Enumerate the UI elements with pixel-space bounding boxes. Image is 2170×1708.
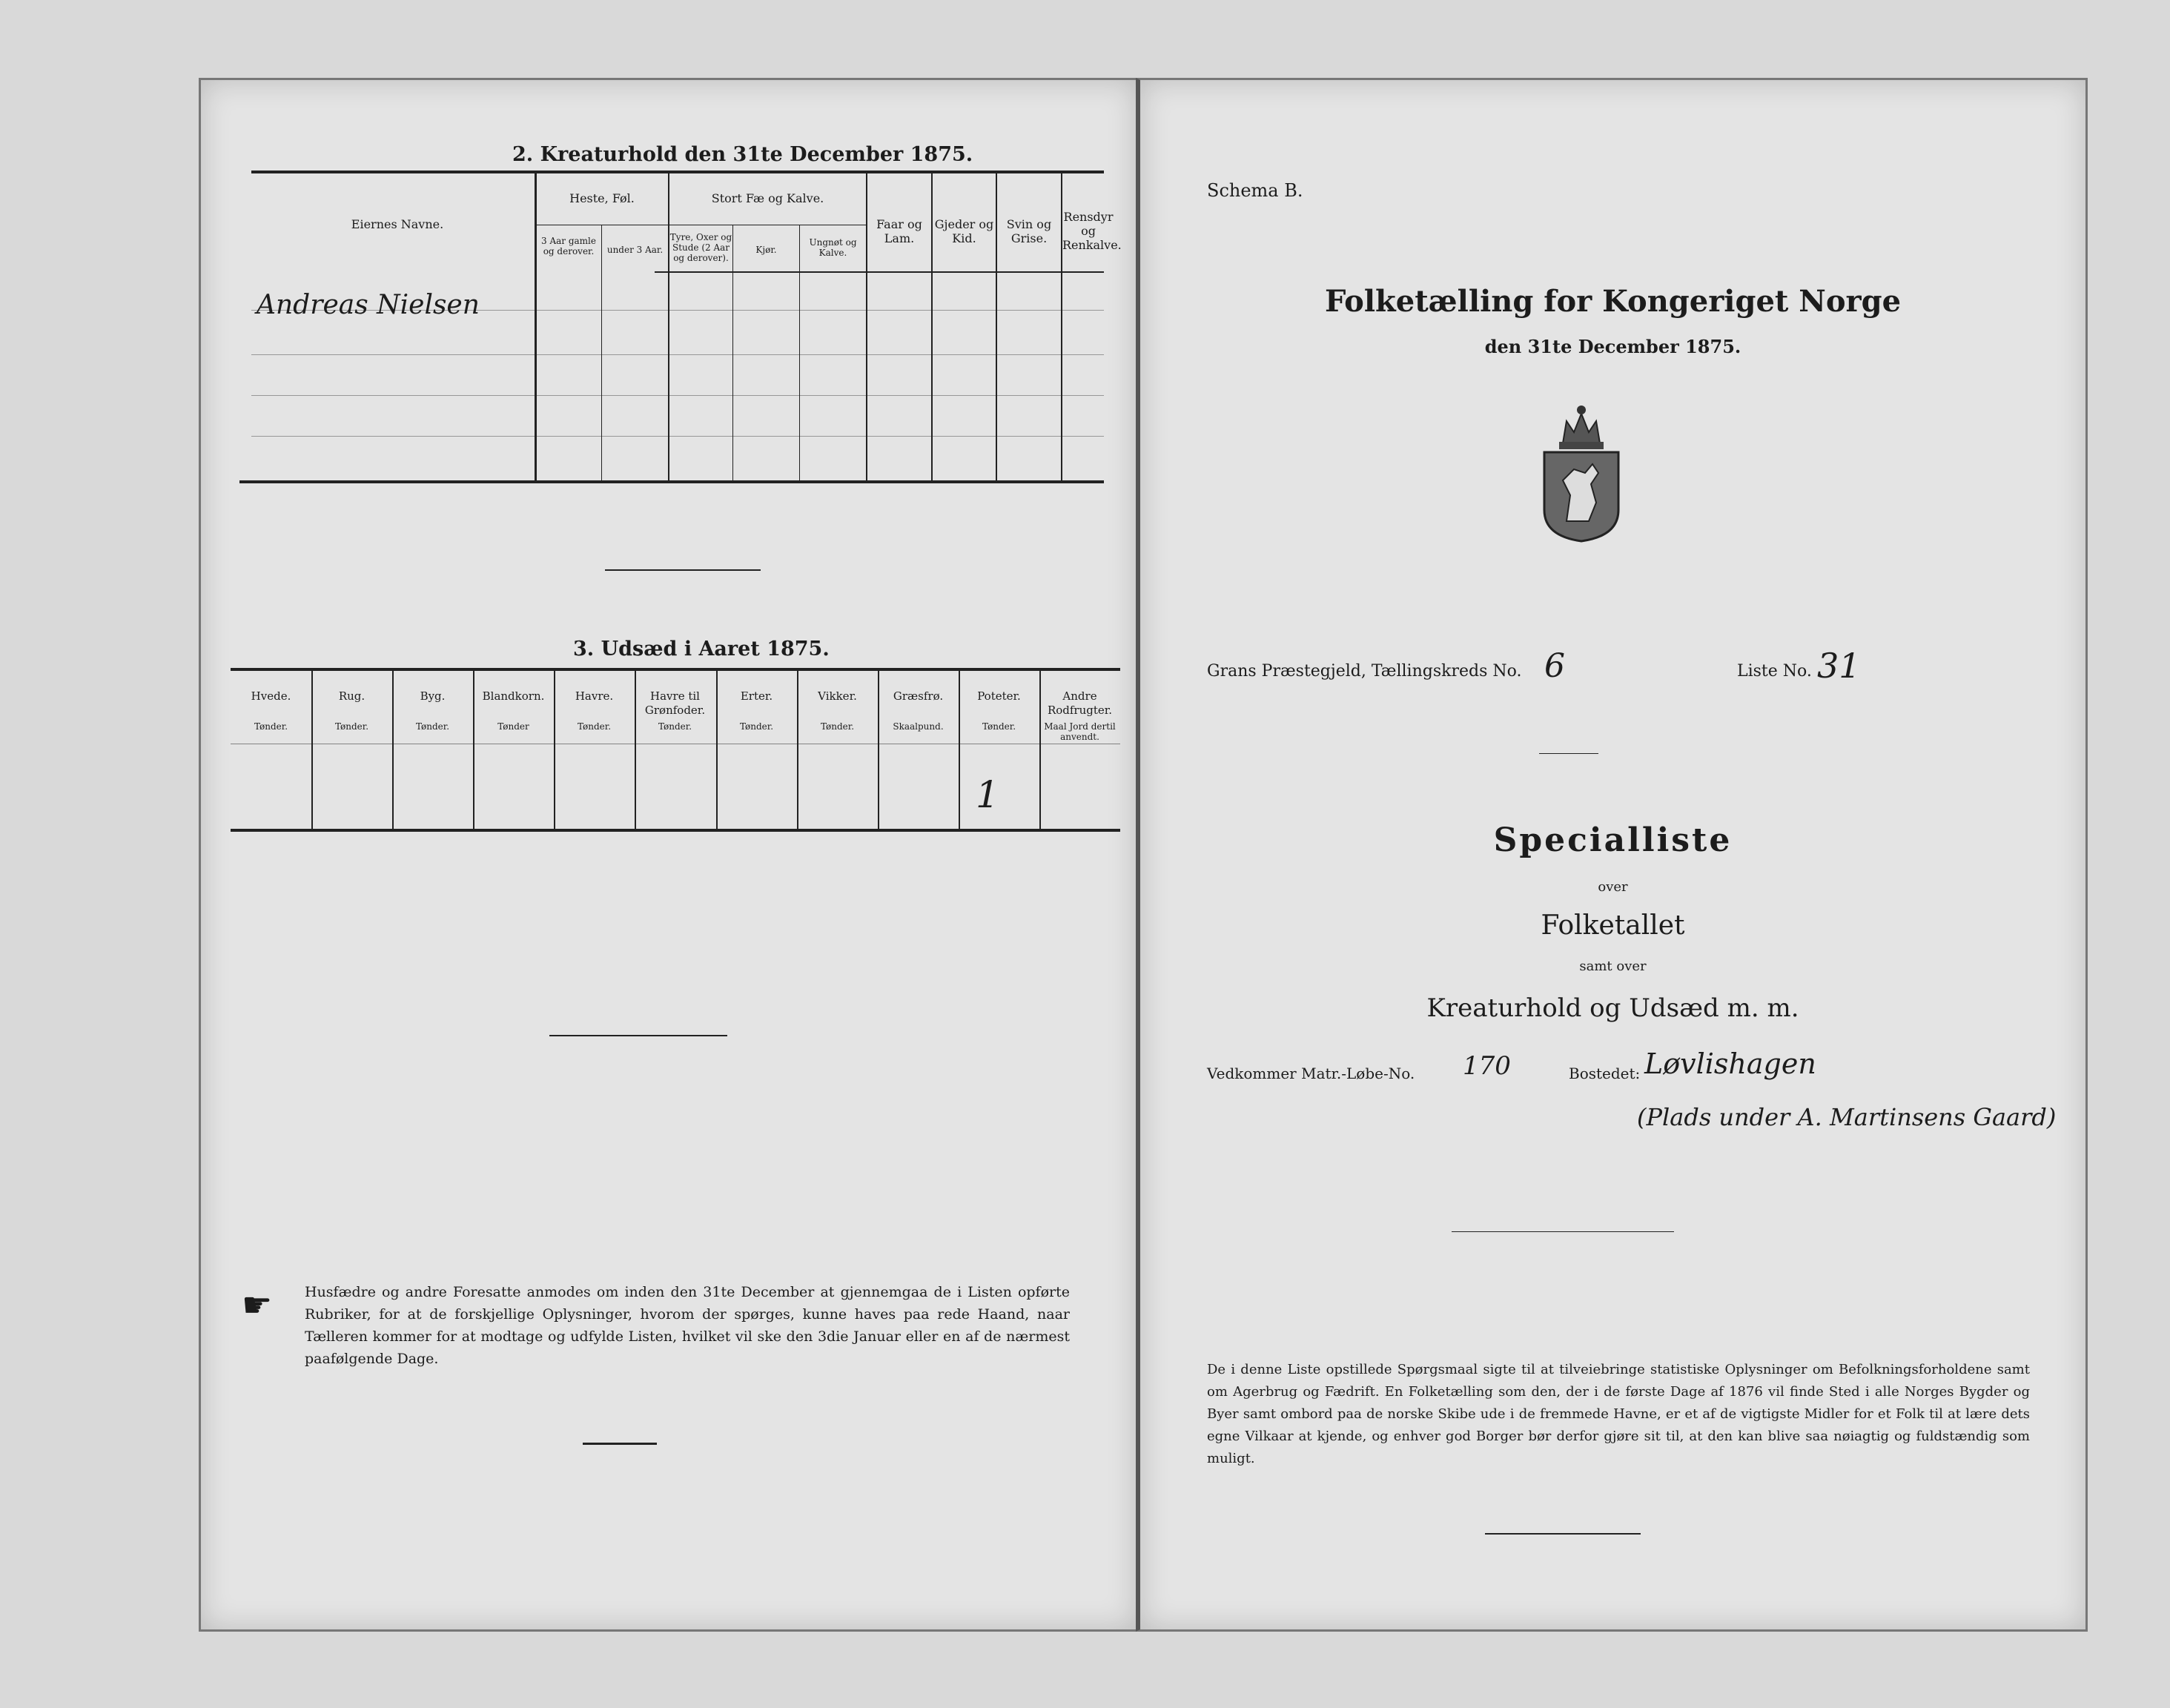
table3-unit-3: Tønder. — [415, 721, 450, 732]
header-rensdyr: Rensdyr og Renkalve. — [1062, 210, 1122, 252]
main-title: Folketælling for Kongeriget Norge — [1324, 284, 1902, 319]
liste-label: Liste No. — [1737, 662, 1812, 681]
table3-header-5: Havre. — [575, 689, 614, 703]
info-paragraph: De i denne Liste opstillede Spørgsmaal sigte til at tilveiebringe statistiske Oplysninger om Befolkningsforholdene samt om Agerbrug og Fædrift. En Folketælling som den, der i de første Dage af 1876 vil finde Sted i alle Norges Bygder og Byer samt ombord paa de norske Skibe ude i de fremmede Havne, er et af de vigtigste Midler for et Folk til at lære dets egne Vilkaar at kjende, og enhver god Borger bør derfor gjøre sit til, at den kan blive saa nøiagtig og fuldstændig som muligt. — [1207, 1362, 2030, 1466]
right-page — [1136, 78, 2088, 1632]
table3-header-3: Byg. — [420, 689, 446, 703]
header-faar: Faar og Lam. — [876, 217, 922, 245]
poteter-value: 1 — [976, 773, 999, 816]
notice-text: Husfædre og andre Foresatte anmodes om inden den 31te December at gjennemgaa de i Listen opførte Rubriker, for at de forskjellige Oplysninger, hvorom der spørges, kunne haves paa rede Haand, naar Tælleren kommer for at modtage og udfylde Listen, hvilket vil ske den 3die Januar eller en af de nærmest paafølgende Dage. — [305, 1284, 1070, 1367]
header-svin: Svin og Grise. — [1006, 217, 1052, 245]
section3-title: 3. Udsæd i Aaret 1875. — [573, 638, 830, 661]
header-stortfae-sub1: Tyre, Oxer og Stude (2 Aar og derover). — [669, 232, 732, 263]
main-date: den 31te December 1875. — [1484, 336, 1741, 357]
divider — [1539, 753, 1598, 754]
pointing-hand-icon: ☛ — [242, 1285, 273, 1325]
schema-label: Schema B. — [1207, 180, 1303, 201]
table3-vline — [1039, 671, 1041, 829]
liste-no: 31 — [1817, 646, 1861, 686]
table2-vline — [535, 171, 537, 482]
table3-unit-9: Skaalpund. — [893, 721, 944, 732]
header-gjeder: Gjeder og Kid. — [934, 217, 994, 245]
table2-vline — [601, 225, 602, 482]
table3-header-11: Andre Rodfrugter. — [1047, 689, 1113, 717]
folketallet-text: Folketallet — [1541, 910, 1685, 941]
table3-vline — [554, 671, 555, 829]
table3-bottom-rule — [231, 829, 1120, 832]
table3-unit-8: Tønder. — [820, 721, 855, 732]
table3-header-10: Poteter. — [977, 689, 1021, 703]
table2-vline — [799, 225, 800, 482]
table3-vline — [716, 671, 718, 829]
specialliste-title: Specialliste — [1493, 821, 1733, 859]
table3-header-1: Hvede. — [251, 689, 291, 703]
table3-unit-5: Tønder. — [577, 721, 612, 732]
table2-top-rule — [251, 171, 1104, 173]
table3-vline — [878, 671, 879, 829]
kreds-no: 6 — [1544, 647, 1565, 685]
over-text: over — [1598, 879, 1628, 895]
bosted-value: Løvlishagen — [1644, 1047, 1816, 1080]
table3-header-4: Blandkorn. — [482, 689, 545, 703]
divider — [1485, 1533, 1641, 1535]
table3-unit-7: Tønder. — [739, 721, 774, 732]
table3-unit-2: Tønder. — [334, 721, 369, 732]
table2-row-rule — [251, 436, 1104, 437]
table3-header-8: Vikker. — [818, 689, 857, 703]
table3-unit-4: Tønder — [497, 721, 529, 732]
table3-header-6: Havre til Grønfoder. — [644, 689, 706, 717]
header-stortfae: Stort Fæ og Kalve. — [711, 191, 824, 205]
table3-unit-1: Tønder. — [254, 721, 288, 732]
table2-header-rule — [655, 271, 1104, 273]
table2-bottom-rule — [239, 480, 1104, 483]
kreaturhold-text: Kreaturhold og Udsæd m. m. — [1426, 993, 1799, 1023]
table3-vline — [959, 671, 960, 829]
divider — [605, 569, 761, 571]
coat-of-arms-icon — [1533, 399, 1630, 543]
table3-header-2: Rug. — [338, 689, 365, 703]
divider — [583, 1443, 657, 1445]
header-heste-sub2: under 3 Aar. — [606, 245, 664, 255]
header-stortfae-sub2: Kjør. — [755, 245, 777, 255]
table3-vline — [635, 671, 636, 829]
table3-vline — [797, 671, 798, 829]
table3-vline — [473, 671, 474, 829]
header-owner: Eiernes Navne. — [351, 217, 444, 231]
divider — [1452, 1231, 1674, 1232]
table3-unit-6: Tønder. — [658, 721, 692, 732]
divider — [549, 1035, 727, 1036]
samt-over-text: samt over — [1579, 959, 1647, 974]
bosted-label: Bostedet: — [1569, 1065, 1641, 1082]
left-page — [199, 78, 1137, 1632]
table2-row-rule — [251, 354, 1104, 355]
table3-header-7: Erter. — [740, 689, 773, 703]
table3-unit-10: Tønder. — [982, 721, 1016, 732]
table3-vline — [311, 671, 313, 829]
table3-header-9: Græsfrø. — [893, 689, 944, 703]
bosted-note: (Plads under A. Martinsens Gaard) — [1637, 1103, 2057, 1131]
table2-row-rule — [251, 395, 1104, 396]
owner-name: Andreas Nielsen — [257, 290, 480, 320]
header-heste-sub1: 3 Aar gamle og derover. — [541, 236, 596, 256]
table3-unit-11: Maal Jord dertil anvendt. — [1044, 721, 1116, 742]
section2-title: 2. Kreaturhold den 31te December 1875. — [512, 143, 973, 166]
table2-vline — [732, 225, 733, 482]
table2-vline — [668, 171, 669, 482]
header-stortfae-sub3: Ungnøt og Kalve. — [809, 237, 857, 258]
matr-no: 170 — [1463, 1051, 1511, 1081]
matr-label: Vedkommer Matr.-Løbe-No. — [1207, 1065, 1415, 1082]
header-heste: Heste, Føl. — [569, 191, 635, 205]
table3-vline — [392, 671, 394, 829]
location-prefix: Grans Præstegjeld, Tællingskreds No. — [1207, 662, 1522, 681]
